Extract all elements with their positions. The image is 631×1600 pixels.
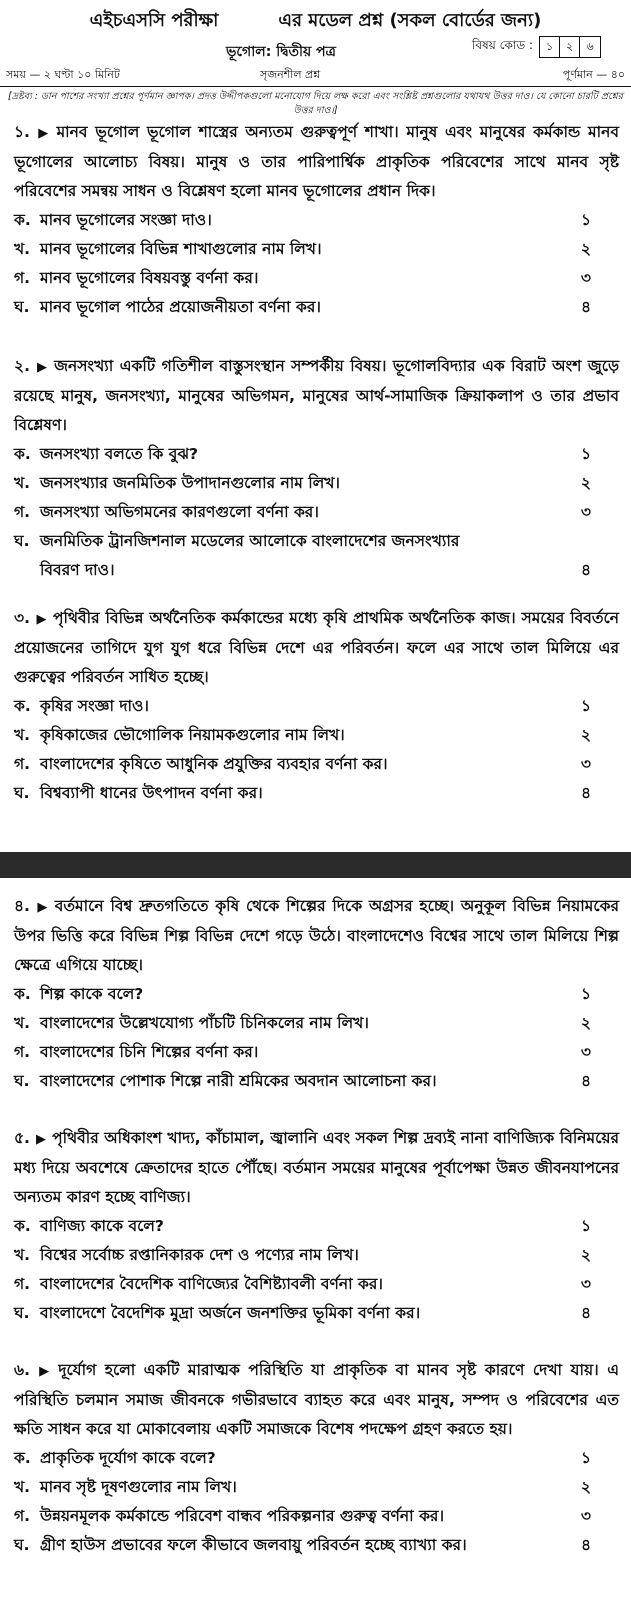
sub-question	[0, 293, 631, 322]
question-block	[0, 604, 631, 808]
subject-code-label: বিষয় কোড :	[472, 38, 534, 52]
sub-label: খ.	[14, 1478, 31, 1496]
code-digit: ৬	[586, 39, 594, 53]
question-number: ৩.	[14, 609, 30, 627]
code-digit: ১	[540, 37, 560, 57]
header-title-line	[0, 6, 631, 37]
sub-question	[0, 1270, 631, 1299]
sub-text: জনসংখ্যার জনমিতিক উপাদানগুলোর নাম লিখ।	[40, 474, 340, 492]
sub-text: বাংলাদেশের কৃষিতে আধুনিক প্রযুক্তির ব্যবহার বর্ণনা কর।	[40, 755, 388, 773]
sub-text: মানব ভূগোল পাঠের প্রয়োজনীয়তা বর্ণনা কর।	[40, 298, 321, 316]
sub-mark: ৪	[580, 1536, 591, 1554]
sub-question	[0, 440, 631, 469]
sub-text-continued: বিবরণ দাও।	[40, 561, 115, 579]
page-separator	[0, 852, 631, 878]
sub-mark: ১	[580, 445, 591, 463]
sub-label: ঘ.	[14, 532, 30, 550]
triangle-arrow-icon: ▶	[35, 1132, 47, 1147]
sub-question	[0, 1444, 631, 1473]
sub-text: বাংলাদেশের বৈদেশিক বাণিজ্যের বৈশিষ্ট্যাবলী বর্ণনা কর।	[40, 1275, 383, 1293]
full-marks: পূর্ণমান — ৪০	[562, 68, 625, 81]
question-type: সৃজনশীল প্রশ্ন	[260, 68, 321, 81]
sub-label: খ.	[14, 240, 31, 258]
sub-question	[0, 779, 631, 808]
exam-page-2	[0, 878, 631, 1600]
sub-label: ক.	[14, 1217, 31, 1235]
sub-label: ঘ.	[14, 784, 30, 802]
sub-question	[0, 980, 631, 1009]
sub-mark: ২	[580, 240, 591, 258]
question-block	[0, 118, 631, 322]
sub-mark: ১	[580, 1217, 591, 1235]
sub-question	[0, 1502, 631, 1531]
sub-question	[0, 1038, 631, 1067]
subject-name: ভূগোল: দ্বিতীয় পত্র	[226, 44, 336, 60]
sub-question	[0, 1299, 631, 1328]
exam-time: সময় — ২ ঘণ্টা ১০ মিনিট	[6, 68, 120, 81]
question-stem	[0, 118, 631, 206]
sub-label: গ.	[14, 1507, 31, 1525]
sub-text: মানব ভূগোলের সংজ্ঞা দাও।	[40, 211, 212, 229]
sub-label: গ.	[14, 269, 31, 287]
triangle-arrow-icon: ▶	[35, 360, 49, 375]
header-divider	[0, 86, 631, 87]
sub-label: খ.	[14, 474, 31, 492]
sub-mark: ৩	[580, 1275, 591, 1293]
sub-text: মানব ভূগোলের বিভিন্ন শাখাগুলোর নাম লিখ।	[40, 240, 322, 258]
sub-label: ঘ.	[14, 298, 30, 316]
sub-mark: ২	[580, 1478, 591, 1496]
sub-text: বাংলাদেশে বৈদেশিক মুদ্রা অর্জনে জনশক্তির ভূমিকা বর্ণনা কর।	[40, 1304, 421, 1322]
sub-question	[0, 692, 631, 721]
triangle-arrow-icon: ▶	[35, 126, 51, 141]
question-stem	[0, 1356, 631, 1444]
sub-text: মানব ভূগোলের বিষয়বস্তু বর্ণনা কর।	[40, 269, 259, 287]
sub-question	[0, 750, 631, 779]
sub-label: খ.	[14, 1014, 31, 1032]
sub-label: ক.	[14, 697, 31, 715]
exam-meta-line	[0, 66, 631, 84]
sub-question	[0, 1212, 631, 1241]
sub-mark: ১	[580, 211, 591, 229]
question-stem	[0, 352, 631, 440]
sub-mark: ১	[580, 985, 591, 1003]
question-block	[0, 1124, 631, 1328]
sub-mark: ২	[580, 726, 591, 744]
sub-mark: ৩	[580, 755, 591, 773]
triangle-arrow-icon: ▶	[35, 612, 48, 627]
sub-question	[0, 1473, 631, 1502]
sub-label: ক.	[14, 1449, 31, 1467]
stem-text: দূর্যোগ হলো একটি মারাত্মক পরিস্থিতি যা প্রাকৃতিক বা মানব সৃষ্ট কারণে দেখা যায়। এ পরিস্থিতি চলমান সমাজ জীবনকে গভীরভাবে ব্যাহত করে এবং মানুষ, সম্পদ ও পরিবেশের এত ক্ষতি সাধন করে যা মোকাবেলায় একটি সমাজকে বিশেষ পদক্ষেপ গ্রহণ করতে হয়।	[14, 1361, 620, 1438]
sub-label: ক.	[14, 211, 31, 229]
sub-question	[0, 264, 631, 293]
sub-text: বাংলাদেশের উল্লেখযোগ্য পাঁচটি চিনিকলের নাম লিখ।	[40, 1014, 369, 1032]
subject-code-cells	[539, 36, 601, 58]
stem-text: বর্তমানে বিশ্ব দ্রুতগতিতে কৃষি থেকে শিল্পের দিকে অগ্রসর হচ্ছে। অনুকূল বিভিন্ন নিয়ামকের উপর ভিত্তি করে বিভিন্ন শিল্প বিভিন্ন দেশে গড়ে উঠে। বাংলাদেশেও বিশ্বের সাথে তাল মিলিয়ে শিল্প ক্ষেত্রে এগিয়ে যাচ্ছে।	[14, 897, 620, 974]
sub-question	[0, 1009, 631, 1038]
sub-question	[0, 721, 631, 750]
sub-question	[0, 527, 631, 585]
sub-label: ঘ.	[14, 1072, 30, 1090]
sub-mark: ৩	[580, 269, 591, 287]
sub-label: গ.	[14, 503, 31, 521]
sub-text: উন্নয়নমূলক কর্মকান্ডে পরিবেশ বান্ধব পরিকল্পনার গুরুত্ব বর্ণনা কর।	[40, 1507, 444, 1525]
sub-mark: ৩	[580, 503, 591, 521]
sub-label: ঘ.	[14, 1304, 30, 1322]
sub-text: গ্রীণ হাউস প্রভাবের ফলে কীভাবে জলবায়ু পরিবর্তন হচ্ছে ব্যাখ্যা কর।	[40, 1536, 467, 1554]
sub-text: কৃষির সংজ্ঞা দাও।	[40, 697, 149, 715]
sub-mark: ১	[580, 1449, 591, 1467]
sub-text: জনসংখ্যা বলতে কি বুঝ?	[40, 445, 199, 463]
question-stem	[0, 1124, 631, 1212]
instruction-note: [দ্রষ্টব্য : ডান পাশের সংখ্যা প্রশ্নের পূর্ণমান জ্ঞাপক। প্রদত্ত উদ্দীপকগুলো মনোযোগ দিয়ে লক্ষ করো এবং সংশ্লিষ্ট প্রশ্নগুলোর যথাযথ উত্তর দাও। যে কোনো চারটি প্রশ্নের উত্তর দাও।]	[8, 91, 623, 116]
question-number: ৫.	[14, 1129, 30, 1147]
question-stem	[0, 604, 631, 692]
sub-label: ঘ.	[14, 1536, 30, 1554]
sub-question	[0, 498, 631, 527]
stem-text: মানব ভূগোল ভূগোল শাস্ত্রের অন্যতম গুরুত্বপূর্ণ শাখা। মানুষ এবং মানুষের কর্মকান্ড মানব ভূগোলের আলোচ্য বিষয়। মানুষ ও তার পারিপার্শ্বিক প্রাকৃতিক পরিবেশের সাথে মানব সৃষ্ট পরিবেশের সমন্বয় সাধন ও বিশ্লেষণ হলো মানব ভূগোলের প্রধান দিক।	[14, 123, 619, 200]
question-stem	[0, 892, 631, 980]
sub-question	[0, 235, 631, 264]
sub-question	[0, 1067, 631, 1096]
sub-text: মানব সৃষ্ট দূষণগুলোর নাম লিখ।	[40, 1478, 237, 1496]
sub-text: বাংলাদেশের পোশাক শিল্পে নারী শ্রমিকের অবদান আলোচনা কর।	[40, 1072, 437, 1090]
sub-label: গ.	[14, 1043, 31, 1061]
sub-text: কৃষিকাজের ভৌগোলিক নিয়ামকগুলোর নাম লিখ।	[40, 726, 345, 744]
sub-question	[0, 469, 631, 498]
triangle-arrow-icon: ▶	[35, 1364, 53, 1379]
code-digit: ২	[560, 37, 580, 57]
sub-mark: ২	[580, 474, 591, 492]
sub-mark: ২	[580, 1246, 591, 1264]
model-question-title: এর মডেল প্রশ্ন (সকল বোর্ডের জন্য)	[278, 10, 542, 31]
sub-text: বিশ্বব্যাপী ধানের উৎপাদন বর্ণনা কর।	[40, 784, 263, 802]
sub-label: খ.	[14, 1246, 31, 1264]
exam-name: এইচএসসি পরীক্ষা	[89, 10, 219, 31]
sub-text: জনমিতিক ট্রানজিশনাল মডেলের আলোকে বাংলাদেশের জনসংখ্যার	[40, 532, 460, 550]
sub-label: ক.	[14, 445, 31, 463]
sub-mark: ৩	[580, 1043, 591, 1061]
subject-code	[472, 36, 601, 58]
sub-label: গ.	[14, 1275, 31, 1293]
sub-mark: ৪	[580, 1304, 591, 1322]
sub-label: গ.	[14, 755, 31, 773]
sub-text: জনসংখ্যা অভিগমনের কারণগুলো বর্ণনা কর।	[40, 503, 319, 521]
sub-text: বাংলাদেশের চিনি শিল্পের বর্ণনা কর।	[40, 1043, 259, 1061]
sub-mark: ৪	[580, 298, 591, 316]
sub-mark: ১	[580, 697, 591, 715]
stem-text: জনসংখ্যা একটি গতিশীল বাস্তুসংস্থান সম্পর্কীয় বিষয়। ভূগোলবিদ্যার এক বিরাট অংশ জুড়ে রয়েছে মানুষ, জনসংখ্যা, মানুষের অভিগমন, মানুষের আর্থ-সামাজিক ক্রিয়াকলাপ ও তার প্রভাব বিশ্লেষণ।	[14, 357, 620, 434]
sub-label: ক.	[14, 985, 31, 1003]
question-number: ১.	[14, 123, 30, 141]
question-number: ৬.	[14, 1361, 30, 1379]
question-number: ২.	[14, 357, 30, 375]
sub-mark: ২	[580, 1014, 591, 1032]
stem-text: পৃথিবীর অধিকাংশ খাদ্য, কাঁচামাল, জ্বালানি এবং সকল শিল্প দ্রব্যই নানা বাণিজ্যিক বিনিময়ের মধ্য দিয়ে অবশেষে ক্রেতাদের হাতে পৌঁছে। বর্তমান সময়ের মানুষের পূর্বাপেক্ষা উন্নত জীবনযাপনের অন্যতম কারণ হচ্ছে বাণিজ্য।	[14, 1129, 620, 1206]
question-number: ৪.	[14, 897, 30, 915]
question-block	[0, 892, 631, 1096]
sub-question	[0, 1531, 631, 1560]
sub-mark: ৪	[580, 784, 591, 802]
sub-mark: ৪	[580, 561, 591, 579]
stem-text: পৃথিবীর বিভিন্ন অর্থনৈতিক কর্মকান্ডের মধ্যে কৃষি প্রাথমিক অর্থনৈতিক কাজ। সময়ের বিবর্তনে প্রয়োজনের তাগিদে যুগ যুগ ধরে বিভিন্ন দেশে এর পরিবর্তন। ফলে এর সাথে তাল মিলিয়ে এর গুরুত্বের পরিবর্তন সাধিত হচ্ছে।	[14, 609, 620, 686]
triangle-arrow-icon: ▶	[35, 900, 49, 915]
sub-label: খ.	[14, 726, 31, 744]
sub-mark: ৩	[580, 1507, 591, 1525]
sub-text: বিশ্বের সর্বোচ্চ রপ্তানিকারক দেশ ও পণ্যের নাম লিখ।	[40, 1246, 359, 1264]
sub-text: প্রাকৃতিক দূর্যোগ কাকে বলে?	[40, 1449, 216, 1467]
question-block	[0, 1356, 631, 1560]
sub-mark: ৪	[580, 1072, 591, 1090]
sub-question	[0, 1241, 631, 1270]
sub-text: শিল্প কাকে বলে?	[40, 985, 144, 1003]
question-block	[0, 352, 631, 585]
sub-text: বাণিজ্য কাকে বলে?	[40, 1217, 164, 1235]
sub-question	[0, 206, 631, 235]
